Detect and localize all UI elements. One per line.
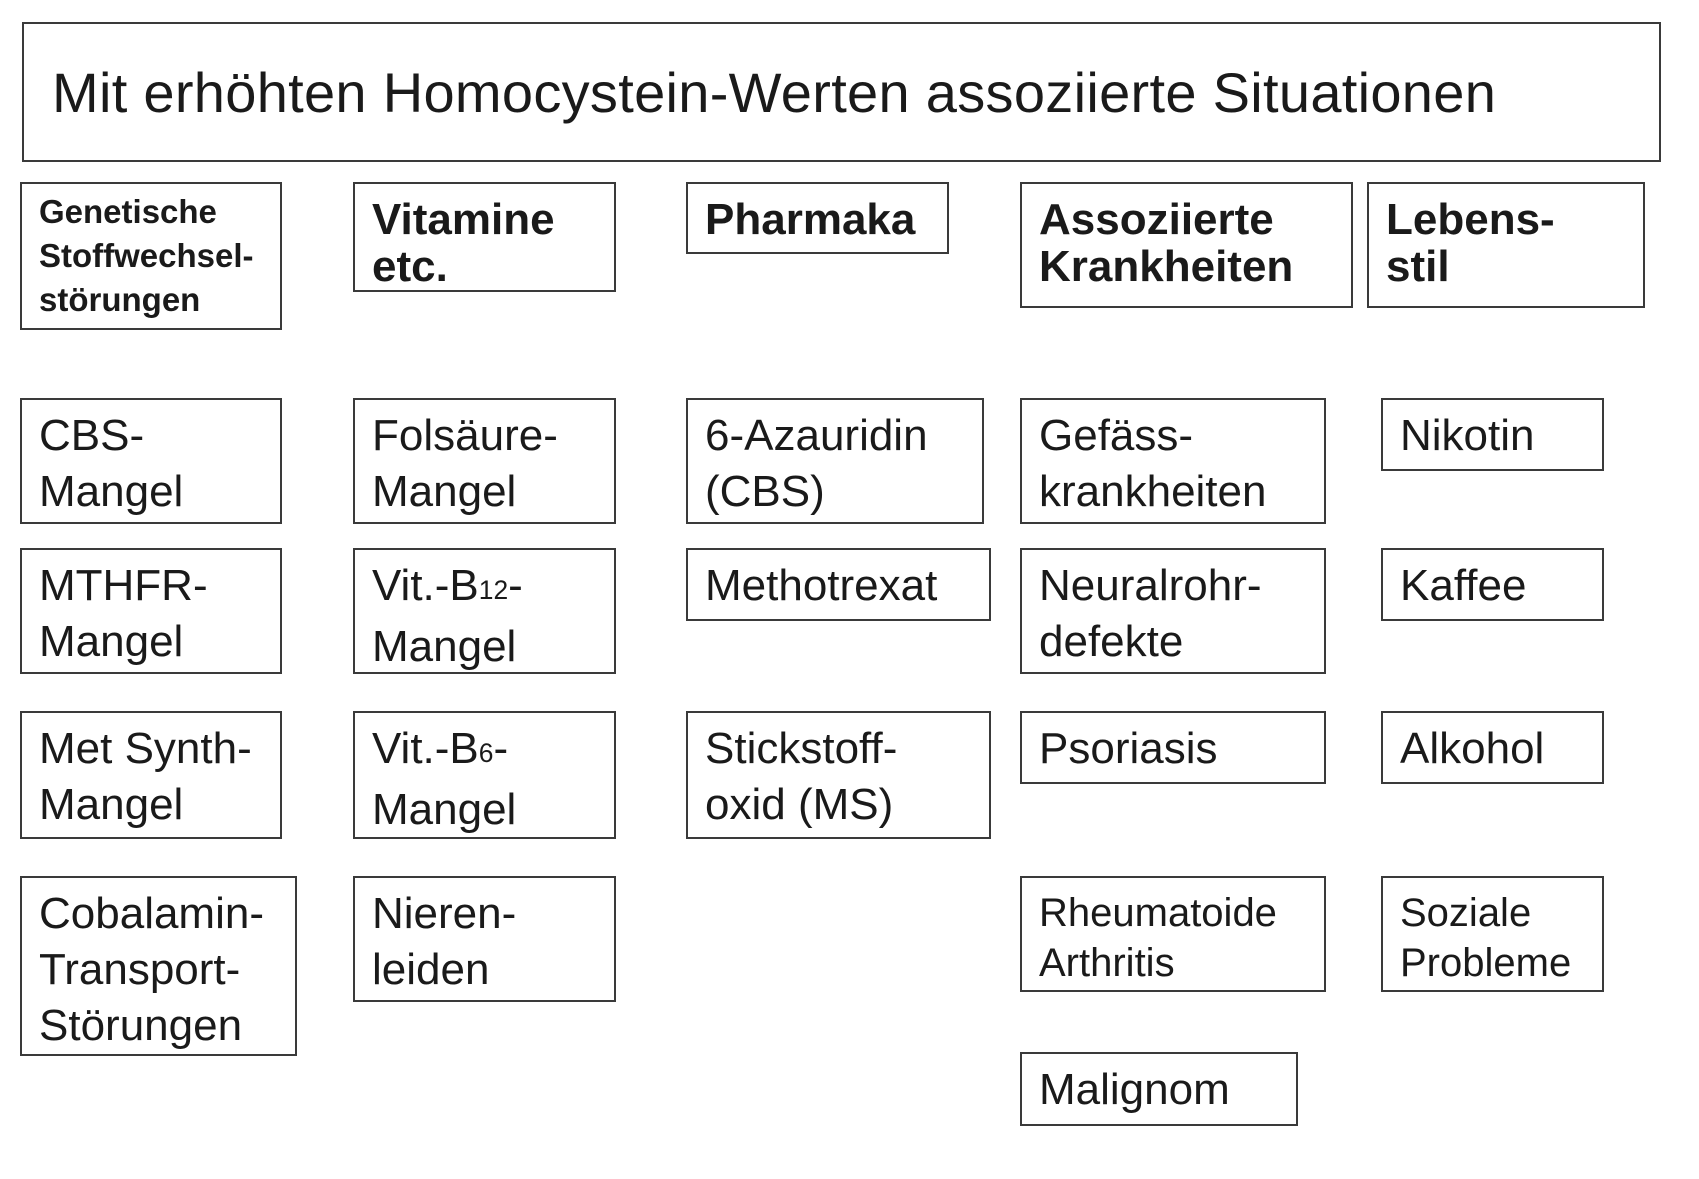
item-label-prefix: Vit.-B [372,561,479,610]
item-methotrexat [686,548,991,621]
header-label: Vitamine etc. [372,195,555,291]
header-assoziierte-krankheiten [1020,182,1353,308]
subscript-6: 6 [478,738,494,768]
item-label: Alkohol [1400,724,1545,773]
item-label: Gefäss- krankheiten [1039,411,1267,516]
item-label: Met Synth- Mangel [39,724,252,829]
item-stickstoffoxid [686,711,991,839]
header-label: Assoziierte Krankheiten [1039,195,1294,291]
item-folsaeure-mangel [353,398,616,524]
diagram-title-text: Mit erhöhten Homocystein-Werten assoziierte Situationen [52,60,1497,124]
item-label: Folsäure- Mangel [372,411,558,516]
item-gefaesskrankheiten [1020,398,1326,524]
item-label-suffix: - [493,724,509,773]
item-kaffee [1381,548,1604,621]
item-label [372,721,597,838]
item-label: Nieren- leiden [372,889,517,994]
item-label-suffix: - [508,561,523,610]
item-psoriasis [1020,711,1326,784]
item-neuralrohrdefekte [1020,548,1326,674]
header-label: Pharmaka [705,195,916,244]
item-malignom [1020,1052,1298,1126]
item-label: 6-Azauridin (CBS) [705,411,928,516]
item-label: Methotrexat [705,561,938,610]
item-label-line2: Mangel [372,622,517,671]
item-label-prefix: Vit.-B [372,724,479,773]
item-nikotin [1381,398,1604,471]
item-label: Kaffee [1400,561,1527,610]
item-vit-b12-mangel [353,548,616,674]
header-label: Lebens- stil [1386,195,1555,291]
item-cbs-mangel [20,398,282,524]
item-label: Stickstoff- oxid (MS) [705,724,898,829]
item-label: Rheumatoide Arthritis [1039,891,1277,985]
diagram-title [22,22,1661,162]
subscript-12: 12 [478,575,509,605]
item-mthfr-mangel [20,548,282,674]
item-label: MTHFR- Mangel [39,561,208,666]
item-vit-b6-mangel [353,711,616,839]
item-label: Neuralrohr- defekte [1039,561,1262,666]
header-lebensstil [1367,182,1645,308]
item-label-line2: Mangel [372,785,517,834]
item-6-azauridin [686,398,984,524]
item-label: Malignom [1039,1065,1230,1114]
item-label: CBS- Mangel [39,411,184,516]
item-cobalamin-transport-stoerungen [20,876,297,1056]
header-vitamine [353,182,616,292]
item-met-synth-mangel [20,711,282,839]
item-label [372,558,597,675]
item-label: Cobalamin- Transport- Störungen [39,889,264,1050]
item-label: Soziale Probleme [1400,891,1572,985]
item-soziale-probleme [1381,876,1604,992]
header-label: Genetische Stoffwechsel- störungen [39,193,254,318]
item-nierenleiden [353,876,616,1002]
header-genetische-stoffwechselstoerungen [20,182,282,330]
item-alkohol [1381,711,1604,784]
item-rheumatoide-arthritis [1020,876,1326,992]
item-label: Psoriasis [1039,724,1218,773]
header-pharmaka [686,182,949,254]
item-label: Nikotin [1400,411,1535,460]
